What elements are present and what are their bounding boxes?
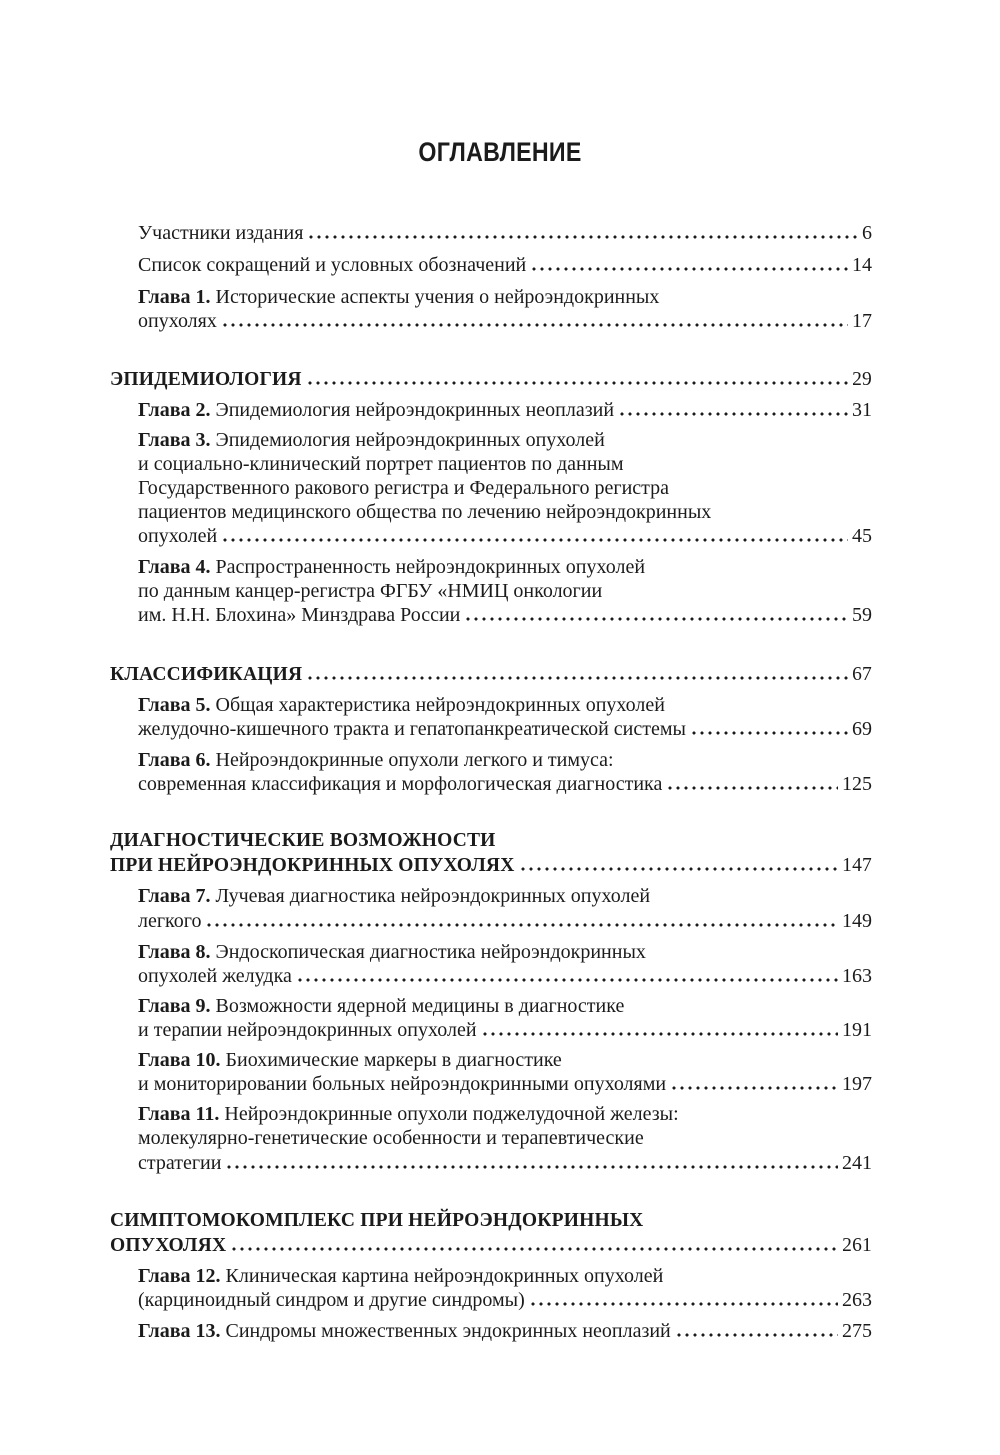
section-heading xyxy=(110,829,872,853)
chapter-label: Глава 3. xyxy=(138,429,211,451)
chapter-entry-text xyxy=(138,555,645,579)
front-entry xyxy=(138,253,872,277)
front-entry-title-line: опухолях xyxy=(138,310,217,332)
front-entry xyxy=(138,221,872,245)
chapter-entry-title-line: Распространенность нейроэндокринных опухолей xyxy=(215,556,646,578)
front-entry-text xyxy=(138,253,526,277)
front-entry-title-line: Участники издания xyxy=(138,222,304,244)
dot-leader xyxy=(296,968,838,982)
chapter-entry-title-line: по данным канцер-регистра ФГБУ «НМИЦ онкологии xyxy=(138,580,603,602)
dot-leader xyxy=(221,528,848,542)
chapter-entry-title-line: опухолей xyxy=(138,525,218,547)
chapter-label: Глава 7. xyxy=(138,885,211,907)
page-number: 125 xyxy=(842,773,872,795)
chapter-entry-title-line: Эпидемиология нейроэндокринных неоплазий xyxy=(215,399,615,421)
page-number: 14 xyxy=(852,254,872,276)
dot-leader xyxy=(530,257,848,271)
chapter-entry-text xyxy=(138,1018,477,1042)
chapter-entry-title-line: Государственного ракового регистра и Федерального регистра xyxy=(138,477,670,499)
page-number: 149 xyxy=(842,910,872,932)
chapter-label: Глава 13. xyxy=(138,1320,221,1342)
chapter-entry-title-line: и мониторировании больных нейроэндокринными опухолями xyxy=(138,1073,667,1095)
chapter-entry xyxy=(138,452,872,476)
chapter-entry xyxy=(138,693,872,717)
chapter-label: Глава 8. xyxy=(138,941,211,963)
dot-leader xyxy=(670,1076,838,1090)
page-number: 67 xyxy=(852,664,872,685)
chapter-entry xyxy=(138,1048,872,1072)
chapter-entry-text xyxy=(138,693,665,717)
chapter-entry-text xyxy=(138,1288,525,1312)
chapter-label: Глава 12. xyxy=(138,1265,221,1287)
chapter-label: Глава 5. xyxy=(138,694,211,716)
chapter-label: Глава 1. xyxy=(138,286,211,308)
chapter-entry-title-line: современная классификация и морфологическая диагностика xyxy=(138,773,663,795)
chapter-entry-title-line: Лучевая диагностика нейроэндокринных опухолей xyxy=(215,885,651,907)
dot-leader xyxy=(675,1323,838,1337)
chapter-entry xyxy=(138,500,872,524)
dot-leader xyxy=(464,607,848,621)
chapter-entry xyxy=(138,1288,872,1312)
chapter-entry xyxy=(138,1072,872,1096)
chapter-entry xyxy=(138,940,872,964)
page-number: 163 xyxy=(842,965,872,987)
dot-leader xyxy=(307,225,858,239)
chapter-entry xyxy=(138,1151,872,1175)
page-number: 263 xyxy=(842,1289,872,1311)
chapter-entry-title-line: Нейроэндокринные опухоли легкого и тимуса: xyxy=(215,749,614,771)
front-entry-title-line: Исторические аспекты учения о нейроэндокринных xyxy=(215,286,660,308)
chapter-entry xyxy=(138,476,872,500)
chapter-entry xyxy=(138,428,872,452)
section-title: КЛАССИФИКАЦИЯ xyxy=(110,664,303,685)
chapter-entry xyxy=(138,603,872,627)
chapter-entry-text xyxy=(138,1319,671,1343)
front-entry-text xyxy=(138,309,217,333)
chapter-entry-text xyxy=(138,579,602,603)
front-entry-text xyxy=(138,221,303,245)
dot-leader xyxy=(529,1292,838,1306)
chapter-entry-text xyxy=(138,1102,679,1126)
chapter-entry-title-line: им. Н.Н. Блохина» Минздрава России xyxy=(138,604,461,626)
chapter-entry-text xyxy=(138,428,605,452)
page-number: 147 xyxy=(842,855,872,876)
dot-leader xyxy=(225,1155,838,1169)
dot-leader xyxy=(306,371,848,385)
chapter-entry-text xyxy=(138,772,662,796)
dot-leader xyxy=(481,1022,838,1036)
chapter-entry xyxy=(138,1264,872,1288)
chapter-entry-title-line: желудочно-кишечного тракта и гепатопанкреатической системы xyxy=(138,718,686,740)
chapter-entry xyxy=(138,964,872,988)
chapter-label: Глава 9. xyxy=(138,995,211,1017)
page-number: 69 xyxy=(852,718,872,740)
section-heading xyxy=(110,663,872,687)
chapter-entry-title-line: Синдромы множественных эндокринных неоплазий xyxy=(225,1320,671,1342)
chapter-entry-text xyxy=(138,603,460,627)
section-heading xyxy=(110,1234,872,1258)
section-heading xyxy=(110,1209,872,1233)
chapter-entry-title-line: Клиническая картина нейроэндокринных опухолей xyxy=(225,1265,664,1287)
chapter-label: Глава 10. xyxy=(138,1049,221,1071)
chapter-label: Глава 4. xyxy=(138,556,211,578)
dot-leader xyxy=(221,313,848,327)
chapter-entry xyxy=(138,1018,872,1042)
section-title: СИМПТОМОКОМПЛЕКС ПРИ НЕЙРОЭНДОКРИННЫХ xyxy=(110,1210,644,1231)
chapter-entry-text xyxy=(138,964,292,988)
chapter-entry xyxy=(138,994,872,1018)
chapter-entry-title-line: молекулярно-генетические особенности и терапевтические xyxy=(138,1127,644,1149)
section-title: ЭПИДЕМИОЛОГИЯ xyxy=(110,369,302,390)
chapter-entry-title-line: (карциноидный синдром и другие синдромы) xyxy=(138,1289,525,1311)
dot-leader xyxy=(230,1237,838,1251)
chapter-entry xyxy=(138,884,872,908)
page-title: ОГЛАВЛЕНИЕ xyxy=(418,137,582,167)
page-number: 31 xyxy=(852,399,872,421)
chapter-entry-text xyxy=(138,940,646,964)
page-number: 6 xyxy=(862,222,872,244)
dot-leader xyxy=(618,402,848,416)
chapter-label: Глава 11. xyxy=(138,1103,220,1125)
section-heading xyxy=(110,368,872,392)
chapter-entry xyxy=(138,579,872,603)
chapter-entry-title-line: опухолей желудка xyxy=(138,965,292,987)
chapter-label: Глава 2. xyxy=(138,399,211,421)
chapter-entry-text xyxy=(138,717,686,741)
chapter-entry xyxy=(138,555,872,579)
page-number: 59 xyxy=(852,604,872,626)
chapter-entry-text xyxy=(138,1072,666,1096)
dot-leader xyxy=(306,666,848,680)
section-title: ОПУХОЛЯХ xyxy=(110,1235,227,1256)
front-entry-text xyxy=(138,285,659,309)
chapter-entry-text xyxy=(138,748,614,772)
page-number: 191 xyxy=(842,1019,872,1041)
chapter-entry-text xyxy=(138,1264,663,1288)
chapter-label: Глава 6. xyxy=(138,749,211,771)
chapter-entry xyxy=(138,909,872,933)
chapter-entry-title-line: и социально-клинический портрет пациентов по данным xyxy=(138,453,624,475)
chapter-entry-title-line: Эпидемиология нейроэндокринных опухолей xyxy=(215,429,605,451)
chapter-entry xyxy=(138,772,872,796)
front-entry xyxy=(138,309,872,333)
chapter-entry xyxy=(138,398,872,422)
chapter-entry-text xyxy=(138,994,624,1018)
section-title: ДИАГНОСТИЧЕСКИЕ ВОЗМОЖНОСТИ xyxy=(110,830,496,851)
chapter-entry-text xyxy=(138,398,614,422)
chapter-entry xyxy=(138,524,872,548)
page-number: 45 xyxy=(852,525,872,547)
chapter-entry-title-line: легкого xyxy=(138,910,202,932)
section-title: ПРИ НЕЙРОЭНДОКРИННЫХ ОПУХОЛЯХ xyxy=(110,855,515,876)
chapter-entry-text xyxy=(138,1048,562,1072)
dot-leader xyxy=(690,721,848,735)
chapter-entry xyxy=(138,717,872,741)
dot-leader xyxy=(666,776,838,790)
chapter-entry-text xyxy=(138,476,669,500)
page-number: 261 xyxy=(842,1235,872,1256)
chapter-entry-title-line: Возможности ядерной медицины в диагностике xyxy=(215,995,625,1017)
chapter-entry-title-line: и терапии нейроэндокринных опухолей xyxy=(138,1019,477,1041)
chapter-entry-title-line: Эндоскопическая диагностика нейроэндокринных xyxy=(215,941,646,963)
chapter-entry xyxy=(138,1102,872,1126)
chapter-entry xyxy=(138,1319,872,1343)
chapter-entry-title-line: Нейроэндокринные опухоли поджелудочной железы: xyxy=(224,1103,679,1125)
page-number: 29 xyxy=(852,369,872,390)
page-number: 197 xyxy=(842,1073,872,1095)
page-number: 275 xyxy=(842,1320,872,1342)
chapter-entry-title-line: пациентов медицинского общества по лечению нейроэндокринных xyxy=(138,501,712,523)
chapter-entry-text xyxy=(138,500,711,524)
page-number: 17 xyxy=(852,310,872,332)
chapter-entry-text xyxy=(138,909,201,933)
front-entry-title-line: Список сокращений и условных обозначений xyxy=(138,254,527,276)
chapter-entry-title-line: Общая характеристика нейроэндокринных опухолей xyxy=(215,694,665,716)
chapter-entry-title-line: Биохимические маркеры в диагностике xyxy=(225,1049,562,1071)
chapter-entry-title-line: стратегии xyxy=(138,1152,222,1174)
chapter-entry-text xyxy=(138,524,217,548)
page-number: 241 xyxy=(842,1152,872,1174)
chapter-entry xyxy=(138,748,872,772)
chapter-entry-text xyxy=(138,884,650,908)
front-entry xyxy=(138,285,872,309)
chapter-entry-text xyxy=(138,1151,221,1175)
chapter-entry-text xyxy=(138,452,624,476)
dot-leader xyxy=(519,857,839,871)
section-heading xyxy=(110,854,872,878)
dot-leader xyxy=(205,913,838,927)
chapter-entry-text xyxy=(138,1126,644,1150)
chapter-entry xyxy=(138,1126,872,1150)
